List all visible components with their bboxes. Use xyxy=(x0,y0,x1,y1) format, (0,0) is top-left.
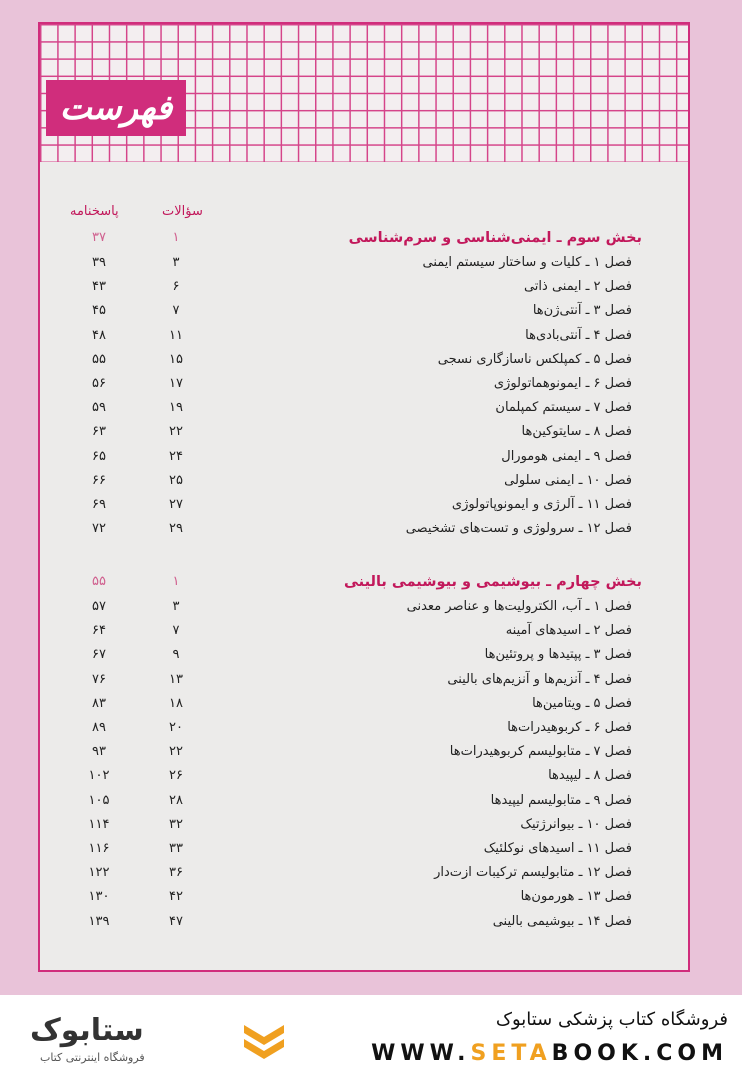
page-questions: ۱۱ xyxy=(169,327,183,343)
page-answers: ۵۵ xyxy=(92,574,106,589)
section-heading[interactable] xyxy=(40,574,688,598)
chapter-row[interactable] xyxy=(40,793,688,817)
page-answers: ۴۵ xyxy=(92,303,106,319)
page-questions: ۲۲ xyxy=(169,424,183,440)
page-answers: ۸۳ xyxy=(92,695,106,711)
toc-title: فصل ۶ ـ کربوهیدرات‌ها xyxy=(507,720,632,735)
chapter-row[interactable] xyxy=(40,841,688,865)
toc-title: فصل ۹ ـ ایمنی هومورال xyxy=(501,448,632,464)
page-answers: ۵۶ xyxy=(92,376,106,391)
footer xyxy=(0,995,742,1079)
page-questions: ۲۸ xyxy=(169,792,183,808)
toc-title: فصل ۱۱ ـ آلرژی و ایمونوپاتولوژی xyxy=(451,497,632,512)
page-answers: ۱۱۶ xyxy=(88,841,110,856)
chapter-row[interactable] xyxy=(40,400,688,424)
logo-subtitle: فروشگاه اینترنتی کتاب xyxy=(40,1051,145,1064)
chapter-row[interactable] xyxy=(40,914,688,938)
toc-title: فصل ۸ ـ لیپیدها xyxy=(548,768,632,784)
toc-title: فصل ۱۲ ـ متابولیسم ترکیبات ازت‌دار xyxy=(434,865,632,881)
page-answers: ۱۱۴ xyxy=(88,816,110,832)
url-part: WWW. xyxy=(371,1041,471,1066)
chapter-row[interactable] xyxy=(40,352,688,376)
page-title: فهرست xyxy=(46,80,186,136)
toc-title: فصل ۱۰ ـ ایمنی سلولی xyxy=(504,472,632,488)
page-answers: ۳۷ xyxy=(92,230,106,245)
page-questions: ۱ xyxy=(172,230,180,245)
page-questions: ۳۶ xyxy=(169,865,183,881)
chapter-row[interactable] xyxy=(40,865,688,889)
url-highlight: SETA xyxy=(470,1041,552,1066)
toc-title: بخش سوم ـ ایمنی‌شناسی و سرم‌شناسی xyxy=(348,230,642,246)
page-questions: ۲۶ xyxy=(169,768,183,784)
page-questions: ۱۷ xyxy=(169,376,183,391)
chapter-row[interactable] xyxy=(40,623,688,647)
toc-title: فصل ۱۲ ـ سرولوژی و تست‌های تشخیصی xyxy=(405,521,632,537)
setabook-logo xyxy=(30,1013,290,1069)
chapter-row[interactable] xyxy=(40,473,688,497)
chapter-row[interactable] xyxy=(40,424,688,448)
chapter-row[interactable] xyxy=(40,720,688,744)
toc-title: فصل ۸ ـ سایتوکین‌ها xyxy=(521,424,632,440)
page-questions: ۱ xyxy=(172,574,180,589)
chapter-row[interactable] xyxy=(40,376,688,400)
toc-title: فصل ۷ ـ سیستم کمپلمان xyxy=(495,400,632,416)
page-answers: ۶۹ xyxy=(92,497,106,512)
page-questions: ۲۲ xyxy=(169,744,183,760)
answers-column-header: پاسخنامه xyxy=(70,204,119,219)
page-questions: ۳ xyxy=(172,599,180,614)
toc-title: بخش چهارم ـ بیوشیمی و بیوشیمی بالینی xyxy=(344,574,642,590)
toc-title: فصل ۷ ـ متابولیسم کربوهیدرات‌ها xyxy=(449,744,632,760)
chapter-row[interactable] xyxy=(40,449,688,473)
toc-title: فصل ۳ ـ پپتیدها و پروتئین‌ها xyxy=(484,647,632,663)
page-questions: ۴۲ xyxy=(169,889,183,905)
toc-title: فصل ۶ ـ ایمونوهماتولوژی xyxy=(493,376,632,391)
page-questions: ۷ xyxy=(172,303,180,319)
page-answers: ۵۵ xyxy=(92,351,106,367)
toc-title: فصل ۱۱ ـ اسیدهای نوکلئیک xyxy=(483,841,632,856)
chapter-row[interactable] xyxy=(40,672,688,696)
chapter-row[interactable] xyxy=(40,303,688,327)
chevron-logo-icon xyxy=(240,1019,288,1065)
page-answers: ۷۶ xyxy=(92,671,106,687)
chapter-row[interactable] xyxy=(40,647,688,671)
chapter-row[interactable] xyxy=(40,599,688,623)
chapter-row[interactable] xyxy=(40,889,688,913)
toc-title: فصل ۱ ـ آب، الکترولیت‌ها و عناصر معدنی xyxy=(406,599,632,614)
store-url[interactable] xyxy=(371,1041,728,1066)
page-answers: ۵۷ xyxy=(92,599,106,614)
questions-column-header: سؤالات xyxy=(162,204,203,219)
toc-title: فصل ۵ ـ ویتامین‌ها xyxy=(532,695,632,711)
page-questions: ۲۴ xyxy=(169,448,183,464)
toc-title: فصل ۴ ـ آنتی‌بادی‌ها xyxy=(525,327,632,343)
page-answers: ۳۹ xyxy=(92,255,106,270)
page-questions: ۳۲ xyxy=(169,816,183,832)
toc-title: فصل ۱۴ ـ بیوشیمی بالینی xyxy=(492,913,632,929)
page-answers: ۱۳۰ xyxy=(88,889,110,905)
page-questions: ۱۹ xyxy=(169,400,183,416)
page-answers: ۶۳ xyxy=(92,424,106,440)
page-questions: ۶ xyxy=(172,279,180,295)
page-answers: ۷۲ xyxy=(92,521,106,537)
chapter-row[interactable] xyxy=(40,328,688,352)
chapter-row[interactable] xyxy=(40,497,688,521)
page-questions: ۲۰ xyxy=(169,720,183,735)
toc-title: فصل ۱۳ ـ هورمون‌ها xyxy=(520,889,632,905)
chapter-row[interactable] xyxy=(40,279,688,303)
page-answers: ۱۳۹ xyxy=(88,913,110,929)
page-questions: ۲۹ xyxy=(169,521,183,537)
page-answers: ۴۸ xyxy=(92,327,106,343)
page-questions: ۱۸ xyxy=(169,695,183,711)
toc-title: فصل ۳ ـ آنتی‌ژن‌ها xyxy=(532,303,632,319)
logo-text: ستابوک xyxy=(30,1013,144,1048)
page-questions: ۱۳ xyxy=(169,671,183,687)
toc-title: فصل ۱۰ ـ بیوانرژتیک xyxy=(520,816,632,832)
page-questions: ۴۷ xyxy=(169,913,183,929)
url-part: BOOK.COM xyxy=(551,1041,728,1066)
page-answers: ۸۹ xyxy=(92,720,106,735)
page-questions: ۲۵ xyxy=(169,472,183,488)
chapter-row[interactable] xyxy=(40,521,688,545)
page-answers: ۶۶ xyxy=(92,472,106,488)
page-answers: ۶۵ xyxy=(92,448,106,464)
toc-title: فصل ۹ ـ متابولیسم لیپیدها xyxy=(490,792,632,808)
section-heading[interactable] xyxy=(40,230,688,254)
chapter-row[interactable] xyxy=(40,768,688,792)
page-questions: ۳۳ xyxy=(169,841,183,856)
toc-title: فصل ۵ ـ کمپلکس ناسازگاری نسجی xyxy=(437,351,632,367)
page-answers: ۱۲۲ xyxy=(88,865,110,881)
page-answers: ۱۰۲ xyxy=(88,768,110,784)
page-questions: ۹ xyxy=(172,647,180,663)
page-questions: ۷ xyxy=(172,623,180,639)
toc-title: فصل ۲ ـ اسیدهای آمینه xyxy=(505,623,632,639)
page-questions: ۱۵ xyxy=(169,351,183,367)
page-answers: ۶۴ xyxy=(92,623,106,639)
page-questions: ۲۷ xyxy=(169,497,183,512)
page-answers: ۴۳ xyxy=(92,279,106,295)
chapter-row[interactable] xyxy=(40,255,688,279)
page-answers: ۱۰۵ xyxy=(88,792,110,808)
chapter-row[interactable] xyxy=(40,817,688,841)
toc-title: فصل ۱ ـ کلیات و ساختار سیستم ایمنی xyxy=(422,255,632,270)
page-questions: ۳ xyxy=(172,255,180,270)
page-answers: ۶۷ xyxy=(92,647,106,663)
page-answers: ۹۳ xyxy=(92,744,106,760)
toc-title: فصل ۲ ـ ایمنی ذاتی xyxy=(523,279,632,295)
chapter-row[interactable] xyxy=(40,744,688,768)
book-page xyxy=(38,22,690,972)
toc-title: فصل ۴ ـ آنزیم‌ها و آنزیم‌های بالینی xyxy=(447,671,632,687)
store-name: فروشگاه کتاب پزشکی ستابوک xyxy=(495,1009,728,1030)
page-answers: ۵۹ xyxy=(92,400,106,416)
chapter-row[interactable] xyxy=(40,696,688,720)
